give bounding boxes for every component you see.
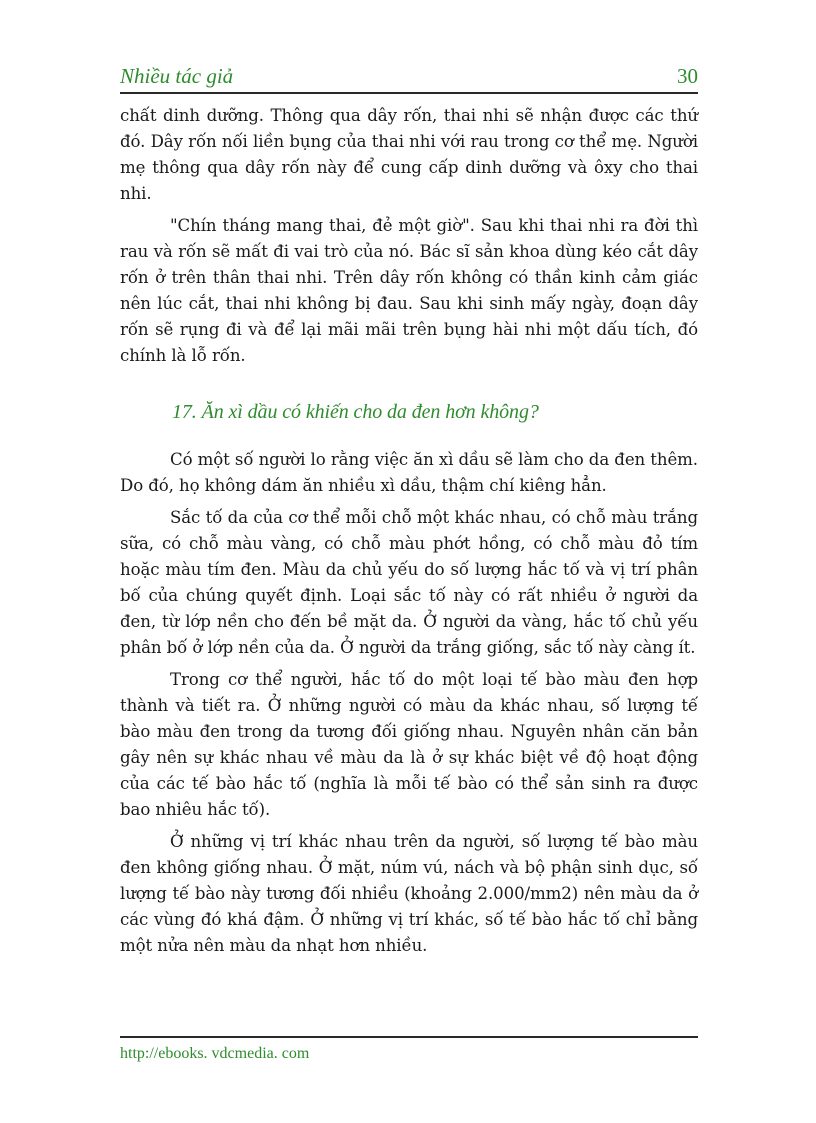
footer-divider xyxy=(120,1036,698,1038)
paragraph: Ở những vị trí khác nhau trên da người, số lượng tế bào màu đen không giống nhau. Ở mặt, núm vú, nách và bộ phận sinh dục, số lượng tế bào này tương đối nhiều (khoảng 2.000/mm2) nên màu da ở các vùng đó khá đậm. Ở những vị trí khác, số tế bào hắc tố chỉ bằng một nửa nên màu da nhạt hơn nhiều. xyxy=(120,832,698,955)
page-header xyxy=(120,64,698,94)
paragraph: chất dinh dưỡng. Thông qua dây rốn, thai nhi sẽ nhận được các thứ đó. Dây rốn nối liền bụng của thai nhi với rau trong cơ thể mẹ. Người mẹ thông qua dây rốn này để cung cấp dinh dưỡng và ôxy cho thai nhi. xyxy=(120,106,698,203)
page-number: 30 xyxy=(677,64,698,88)
header-title: Nhiều tác giả xyxy=(120,64,234,88)
section-heading: 17. Ăn xì dầu có khiến cho da đen hơn không? xyxy=(172,401,539,423)
paragraph: "Chín tháng mang thai, đẻ một giờ". Sau khi thai nhi ra đời thì rau và rốn sẽ mất đi vai trò của nó. Bác sĩ sản khoa dùng kéo cắt dây rốn ở trên thân thai nhi. Trên dây rốn không có thần kinh cảm giác nên lúc cắt, thai nhi không bị đau. Sau khi sinh mấy ngày, đoạn dây rốn sẽ rụng đi và để lại mãi mãi trên bụng hài nhi một dấu tích, đó chính là lỗ rốn. xyxy=(120,216,698,365)
paragraph: Có một số người lo rằng việc ăn xì dầu sẽ làm cho da đen thêm. Do đó, họ không dám ăn nhiều xì dầu, thậm chí kiêng hẳn. xyxy=(120,450,698,495)
page-body xyxy=(120,103,698,965)
paragraph: Sắc tố da của cơ thể mỗi chỗ một khác nhau, có chỗ màu trắng sữa, có chỗ màu vàng, có chỗ màu phớt hồng, có chỗ màu đỏ tím hoặc màu tím đen. Màu da chủ yếu do số lượng hắc tố và vị trí phân bố của chúng quyết định. Loại sắc tố này có rất nhiều ở người da đen, từ lớp nền cho đến bề mặt da. Ở người da vàng, hắc tố chủ yếu phân bố ở lớp nền của da. Ở người da trắng giống, sắc tố này càng ít. xyxy=(120,508,698,657)
paragraph: Trong cơ thể người, hắc tố do một loại tế bào màu đen hợp thành và tiết ra. Ở những người có màu da khác nhau, số lượng tế bào màu đen trong da tương đối giống nhau. Nguyên nhân căn bản gây nên sự khác nhau về màu da là ở sự khác biệt về độ hoạt động của các tế bào hắc tố (nghĩa là mỗi tế bào có thể sản sinh ra được bao nhiêu hắc tố). xyxy=(120,670,698,819)
footer-url-link[interactable]: http://ebooks. vdcmedia. com xyxy=(120,1045,310,1062)
